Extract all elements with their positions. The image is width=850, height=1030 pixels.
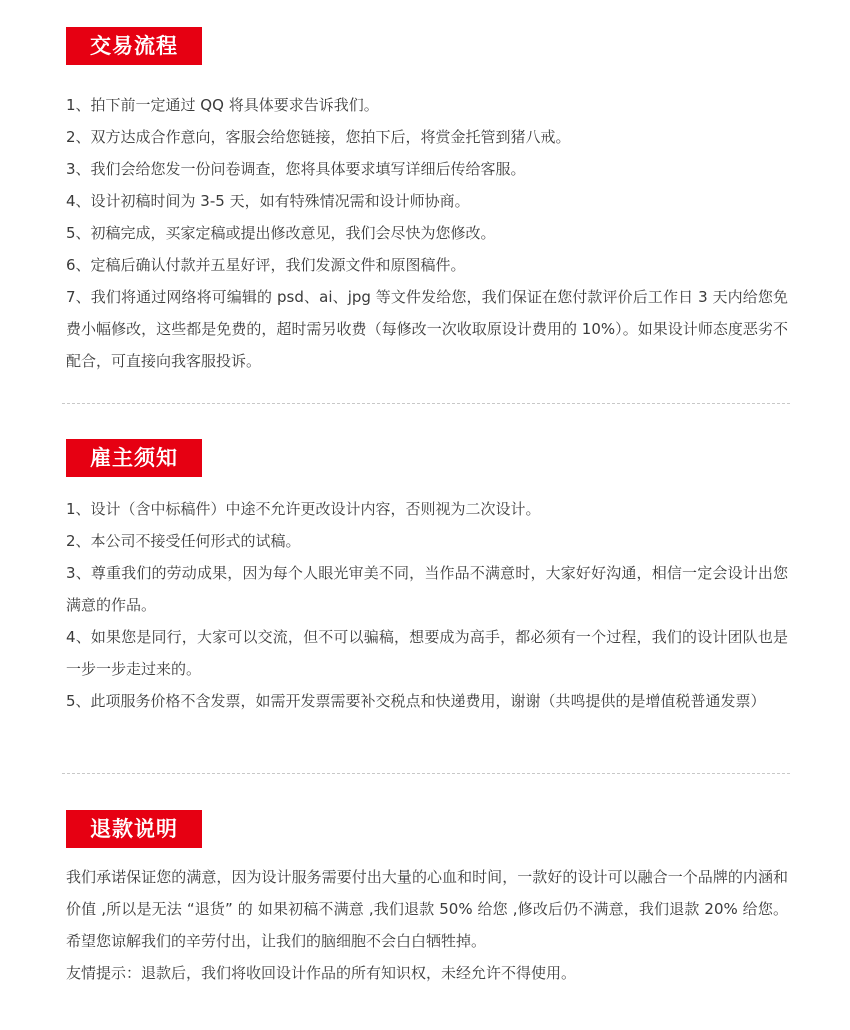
employer-notice-list bbox=[66, 493, 788, 717]
list-item: 7、我们将通过网络将可编辑的 psd、ai、jpg 等文件发给您，我们保证在您付款评价后工作日 3 天内给您免费小幅修改，这些都是免费的，超时需另收费（每修改一次收取原设计费用的 10%）。如果设计师态度恶劣不配合，可直接向我客服投诉。 bbox=[66, 288, 788, 370]
section-employer-notice bbox=[66, 439, 788, 717]
trade-process-list bbox=[66, 89, 788, 377]
section-title-badge: 雇主须知 bbox=[66, 439, 202, 477]
list-item: 1、拍下前一定通过 QQ 将具体要求告诉我们。 bbox=[66, 96, 379, 114]
list-item: 3、尊重我们的劳动成果，因为每个人眼光审美不同，当作品不满意时，大家好好沟通，相信一定会设计出您满意的作品。 bbox=[66, 564, 788, 614]
dashed-divider bbox=[62, 773, 790, 774]
refund-policy-text bbox=[66, 861, 788, 989]
tip-paragraph: 友情提示：退款后，我们将收回设计作品的所有知识权，未经允许不得使用。 bbox=[66, 964, 577, 982]
list-item: 5、此项服务价格不含发票，如需开发票需要补交税点和快递费用，谢谢（共鸣提供的是增值税普通发票） bbox=[66, 692, 766, 710]
list-item: 4、设计初稿时间为 3-5 天，如有特殊情况需和设计师协商。 bbox=[66, 192, 470, 210]
list-item: 5、初稿完成，买家定稿或提出修改意见，我们会尽快为您修改。 bbox=[66, 224, 496, 242]
section-title-badge: 交易流程 bbox=[66, 27, 202, 65]
paragraph: 我们承诺保证您的满意，因为设计服务需要付出大量的心血和时间，一款好的设计可以融合一个品牌的内涵和价值 ,所以是无法 “退货” 的 如果初稿不满意 ,我们退款 50% 给您 ,修改后仍不满意，我们退款 20% 给您。希望您谅解我们的辛劳付出，让我们的脑细胞不会白白牺牲掉。 bbox=[66, 868, 788, 950]
list-item: 4、如果您是同行，大家可以交流，但不可以骗稿，想要成为高手，都必须有一个过程，我们的设计团队也是一步一步走过来的。 bbox=[66, 628, 788, 678]
list-item: 3、我们会给您发一份问卷调查，您将具体要求填写详细后传给客服。 bbox=[66, 160, 526, 178]
section-refund-policy bbox=[66, 810, 788, 989]
list-item: 6、定稿后确认付款并五星好评，我们发源文件和原图稿件。 bbox=[66, 256, 466, 274]
list-item: 2、本公司不接受任何形式的试稿。 bbox=[66, 532, 301, 550]
dashed-divider bbox=[62, 403, 790, 404]
list-item: 2、双方达成合作意向，客服会给您链接，您拍下后，将赏金托管到猪八戒。 bbox=[66, 128, 571, 146]
list-item: 1、设计（含中标稿件）中途不允许更改设计内容，否则视为二次设计。 bbox=[66, 500, 541, 518]
section-title-badge: 退款说明 bbox=[66, 810, 202, 848]
section-trade-process bbox=[66, 27, 788, 377]
